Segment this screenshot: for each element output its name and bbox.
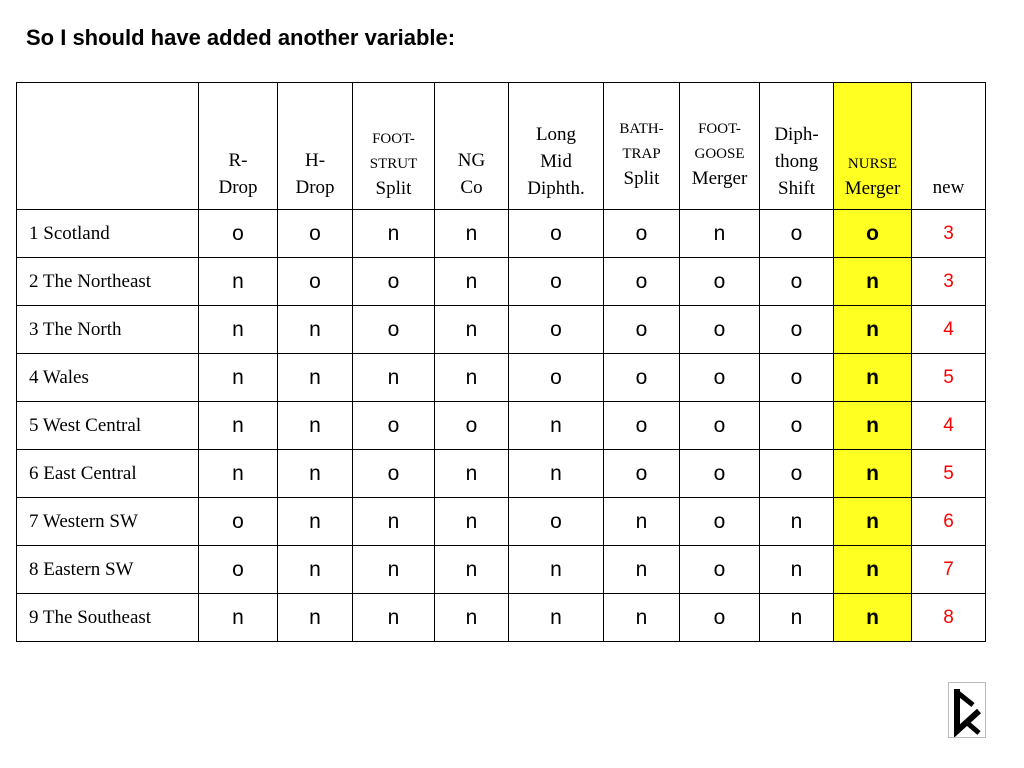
feature-cell: n [278, 450, 353, 498]
feature-cell: o [509, 210, 604, 258]
table-row [17, 210, 986, 258]
feature-cell: o [604, 402, 680, 450]
nurse-merger-cell: n [834, 450, 912, 498]
nurse-merger-cell: n [834, 306, 912, 354]
feature-cell: o [680, 594, 760, 642]
feature-cell: n [199, 450, 278, 498]
table-row [17, 594, 986, 642]
table-row [17, 402, 986, 450]
feature-cell: n [760, 498, 834, 546]
new-value-cell: 3 [912, 258, 986, 306]
region-label: 6 East Central [17, 450, 199, 498]
feature-cell: o [680, 546, 760, 594]
feature-cell: o [509, 306, 604, 354]
table-row [17, 306, 986, 354]
feature-cell: o [509, 354, 604, 402]
feature-cell: n [509, 594, 604, 642]
nurse-merger-cell: o [834, 210, 912, 258]
feature-cell: o [680, 306, 760, 354]
feature-cell: o [509, 258, 604, 306]
feature-cell: n [353, 498, 435, 546]
feature-cell: o [604, 210, 680, 258]
new-value-cell: 4 [912, 306, 986, 354]
nurse-merger-cell: n [834, 498, 912, 546]
table-row [17, 498, 986, 546]
new-value-cell: 6 [912, 498, 986, 546]
feature-cell: n [604, 546, 680, 594]
nurse-merger-cell: n [834, 546, 912, 594]
region-label: 8 Eastern SW [17, 546, 199, 594]
region-label: 2 The Northeast [17, 258, 199, 306]
region-label: 7 Western SW [17, 498, 199, 546]
feature-cell: n [435, 354, 509, 402]
header-bath-trap-split: BATH- TRAP Split [604, 83, 680, 210]
feature-cell: o [760, 258, 834, 306]
header-foot-strut-split: FOOT- STRUT Split [353, 83, 435, 210]
feature-cell: o [760, 306, 834, 354]
feature-cell: n [435, 498, 509, 546]
feature-cell: n [278, 402, 353, 450]
header-corner-cell [17, 83, 199, 210]
header-diphthong-shift: Diph- thong Shift [760, 83, 834, 210]
table-row [17, 354, 986, 402]
feature-cell: n [199, 306, 278, 354]
nurse-merger-cell: n [834, 402, 912, 450]
feature-cell: n [353, 594, 435, 642]
feature-cell: o [604, 450, 680, 498]
nurse-merger-cell: n [834, 258, 912, 306]
feature-cell: n [435, 450, 509, 498]
header-foot-goose-merger: FOOT- GOOSE Merger [680, 83, 760, 210]
feature-cell: n [278, 354, 353, 402]
region-label: 3 The North [17, 306, 199, 354]
region-label: 1 Scotland [17, 210, 199, 258]
nurse-merger-cell: n [834, 354, 912, 402]
region-label: 4 Wales [17, 354, 199, 402]
table-row [17, 546, 986, 594]
feature-cell: o [353, 306, 435, 354]
feature-cell: n [353, 210, 435, 258]
header-h-drop: H- Drop [278, 83, 353, 210]
feature-cell: n [278, 546, 353, 594]
header-r-drop: R- Drop [199, 83, 278, 210]
corner-logo-icon [948, 682, 986, 738]
feature-cell: o [353, 258, 435, 306]
header-new: new [912, 83, 986, 210]
feature-cell: n [278, 498, 353, 546]
feature-cell: o [353, 402, 435, 450]
feature-cell: n [604, 498, 680, 546]
feature-cell: n [435, 258, 509, 306]
feature-cell: n [199, 594, 278, 642]
feature-cell: o [199, 210, 278, 258]
slide-title: So I should have added another variable: [26, 25, 456, 50]
feature-cell: n [353, 546, 435, 594]
new-value-cell: 7 [912, 546, 986, 594]
feature-cell: o [604, 258, 680, 306]
feature-cell: o [680, 402, 760, 450]
feature-cell: o [353, 450, 435, 498]
feature-cell: n [760, 546, 834, 594]
table-row [17, 258, 986, 306]
feature-cell: o [760, 354, 834, 402]
region-label: 5 West Central [17, 402, 199, 450]
feature-cell: n [509, 546, 604, 594]
feature-cell: n [435, 306, 509, 354]
feature-cell: n [199, 402, 278, 450]
feature-cell: n [278, 306, 353, 354]
region-label: 9 The Southeast [17, 594, 199, 642]
feature-cell: n [199, 354, 278, 402]
feature-cell: n [604, 594, 680, 642]
feature-cell: n [680, 210, 760, 258]
feature-cell: o [680, 498, 760, 546]
feature-cell: n [435, 546, 509, 594]
feature-cell: o [760, 450, 834, 498]
feature-cell: o [760, 402, 834, 450]
header-row [17, 83, 986, 210]
header-ng-co: NG Co [435, 83, 509, 210]
feature-cell: o [509, 498, 604, 546]
feature-cell: n [435, 594, 509, 642]
feature-cell: o [604, 306, 680, 354]
feature-cell: n [278, 594, 353, 642]
feature-cell: o [680, 258, 760, 306]
feature-cell: o [199, 498, 278, 546]
feature-cell: n [509, 402, 604, 450]
feature-cell: o [435, 402, 509, 450]
feature-cell: o [680, 354, 760, 402]
new-value-cell: 4 [912, 402, 986, 450]
feature-cell: o [199, 546, 278, 594]
new-value-cell: 3 [912, 210, 986, 258]
feature-cell: n [199, 258, 278, 306]
feature-cell: n [760, 594, 834, 642]
dialect-features-table [16, 82, 986, 642]
table-row [17, 450, 986, 498]
nurse-merger-cell: n [834, 594, 912, 642]
feature-cell: o [604, 354, 680, 402]
feature-cell: n [435, 210, 509, 258]
header-nurse-merger: NURSE Merger [834, 83, 912, 210]
new-value-cell: 5 [912, 450, 986, 498]
feature-cell: n [353, 354, 435, 402]
new-value-cell: 5 [912, 354, 986, 402]
feature-cell: o [680, 450, 760, 498]
new-value-cell: 8 [912, 594, 986, 642]
feature-cell: o [760, 210, 834, 258]
logo-mark [949, 683, 985, 737]
feature-cell: o [278, 258, 353, 306]
feature-cell: o [278, 210, 353, 258]
header-long-mid-diphth: Long Mid Diphth. [509, 83, 604, 210]
feature-cell: n [509, 450, 604, 498]
